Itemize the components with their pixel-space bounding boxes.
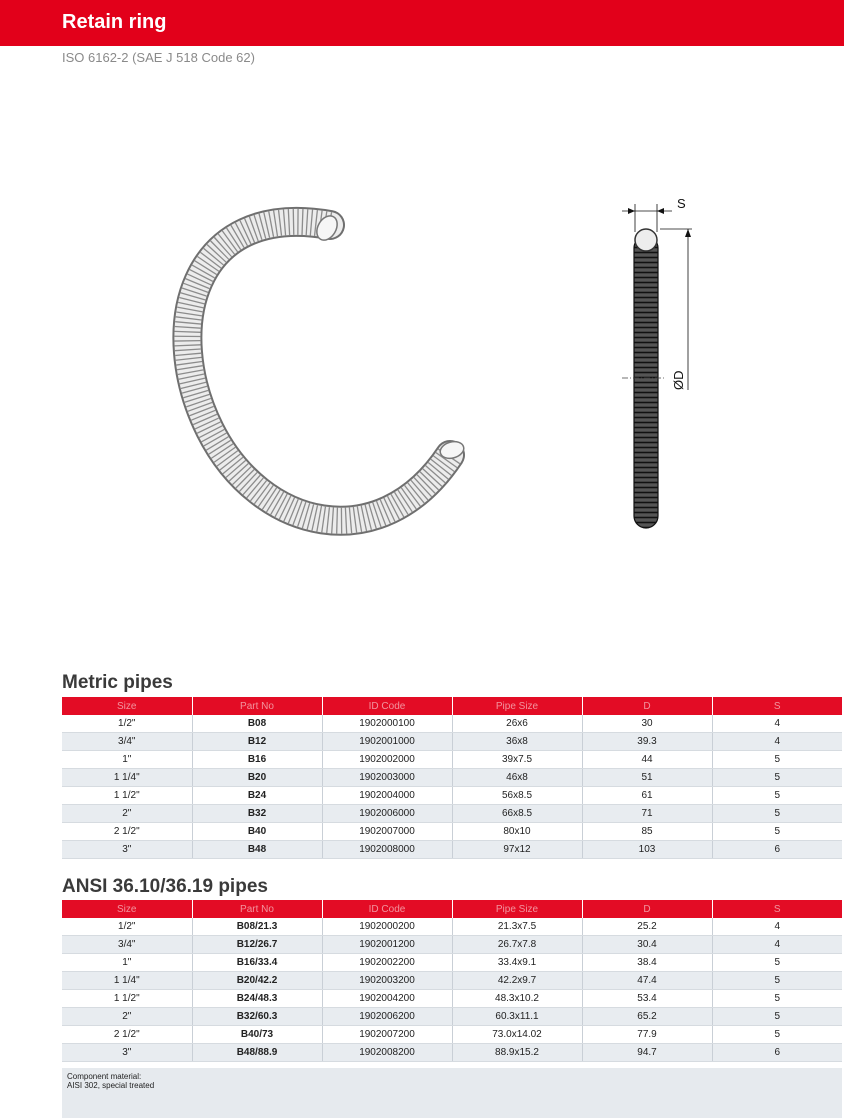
- table-row: [62, 733, 842, 751]
- cell-pipe-size: 21.3x7.5: [452, 918, 582, 936]
- cell-size: 1 1/2": [62, 787, 192, 805]
- cell-pipe-size: 39x7.5: [452, 751, 582, 769]
- cell-part-no: B16/33.4: [192, 954, 322, 972]
- cell-d: 51: [582, 769, 712, 787]
- cell-size: 3": [62, 1044, 192, 1062]
- cell-size: 3/4": [62, 733, 192, 751]
- cell-id-code: 1902008200: [322, 1044, 452, 1062]
- cell-s: 5: [712, 805, 842, 823]
- cell-d: 30: [582, 715, 712, 733]
- ansi-pipes-table: [62, 900, 842, 1062]
- cell-id-code: 1902001200: [322, 936, 452, 954]
- cell-size: 1": [62, 751, 192, 769]
- cell-size: 2 1/2": [62, 823, 192, 841]
- col-size: Size: [62, 697, 192, 715]
- cell-d: 47.4: [582, 972, 712, 990]
- table-row: [62, 805, 842, 823]
- page-title: Retain ring: [62, 11, 167, 33]
- cell-d: 65.2: [582, 1008, 712, 1026]
- cell-part-no: B48: [192, 841, 322, 859]
- cell-size: 2": [62, 805, 192, 823]
- cell-s: 5: [712, 1026, 842, 1044]
- cell-part-no: B32/60.3: [192, 1008, 322, 1026]
- cell-d: 53.4: [582, 990, 712, 1008]
- table-row: [62, 1026, 842, 1044]
- cell-part-no: B24/48.3: [192, 990, 322, 1008]
- cell-id-code: 1902004200: [322, 990, 452, 1008]
- table-header-row: [62, 900, 842, 918]
- cell-pipe-size: 46x8: [452, 769, 582, 787]
- cell-s: 5: [712, 954, 842, 972]
- cell-id-code: 1902003000: [322, 769, 452, 787]
- cell-part-no: B24: [192, 787, 322, 805]
- col-id-code: ID Code: [322, 697, 452, 715]
- cell-d: 94.7: [582, 1044, 712, 1062]
- table-row: [62, 918, 842, 936]
- cell-pipe-size: 36x8: [452, 733, 582, 751]
- cell-s: 5: [712, 1008, 842, 1026]
- col-part-no: Part No: [192, 697, 322, 715]
- cell-id-code: 1902002000: [322, 751, 452, 769]
- cell-size: 2 1/2": [62, 1026, 192, 1044]
- table-row: [62, 715, 842, 733]
- col-s: S: [712, 900, 842, 918]
- cell-d: 71: [582, 805, 712, 823]
- cell-s: 4: [712, 733, 842, 751]
- table-row: [62, 787, 842, 805]
- table-row: [62, 990, 842, 1008]
- cell-size: 1 1/2": [62, 990, 192, 1008]
- cell-pipe-size: 97x12: [452, 841, 582, 859]
- page-subtitle: ISO 6162-2 (SAE J 518 Code 62): [62, 50, 255, 65]
- cell-d: 39.3: [582, 733, 712, 751]
- cell-s: 5: [712, 972, 842, 990]
- cell-part-no: B08/21.3: [192, 918, 322, 936]
- cell-pipe-size: 56x8.5: [452, 787, 582, 805]
- table-row: [62, 954, 842, 972]
- ring-perspective-view: [187, 212, 465, 520]
- cell-s: 5: [712, 823, 842, 841]
- cell-d: 103: [582, 841, 712, 859]
- cell-pipe-size: 26.7x7.8: [452, 936, 582, 954]
- cell-size: 1": [62, 954, 192, 972]
- cell-s: 5: [712, 751, 842, 769]
- cell-id-code: 1902004000: [322, 787, 452, 805]
- cell-id-code: 1902006200: [322, 1008, 452, 1026]
- cell-size: 3": [62, 841, 192, 859]
- table-row: [62, 936, 842, 954]
- cell-d: 77.9: [582, 1026, 712, 1044]
- cell-id-code: 1902003200: [322, 972, 452, 990]
- col-id-code: ID Code: [322, 900, 452, 918]
- cell-part-no: B32: [192, 805, 322, 823]
- cell-size: 1 1/4": [62, 769, 192, 787]
- cell-pipe-size: 80x10: [452, 823, 582, 841]
- cell-part-no: B20/42.2: [192, 972, 322, 990]
- cell-part-no: B08: [192, 715, 322, 733]
- dim-d-label: ØD: [671, 370, 686, 390]
- cell-id-code: 1902000100: [322, 715, 452, 733]
- cell-id-code: 1902000200: [322, 918, 452, 936]
- cell-id-code: 1902001000: [322, 733, 452, 751]
- table-row: [62, 769, 842, 787]
- col-d: D: [582, 900, 712, 918]
- cell-pipe-size: 88.9x15.2: [452, 1044, 582, 1062]
- metric-pipes-table: [62, 697, 842, 859]
- cell-pipe-size: 42.2x9.7: [452, 972, 582, 990]
- cell-part-no: B40: [192, 823, 322, 841]
- table-row: [62, 751, 842, 769]
- col-d: D: [582, 697, 712, 715]
- cell-pipe-size: 26x6: [452, 715, 582, 733]
- cell-s: 6: [712, 1044, 842, 1062]
- cell-s: 4: [712, 936, 842, 954]
- table-row: [62, 972, 842, 990]
- table-row: [62, 1044, 842, 1062]
- cell-size: 2": [62, 1008, 192, 1026]
- cell-size: 3/4": [62, 936, 192, 954]
- cell-size: 1/2": [62, 918, 192, 936]
- cell-pipe-size: 33.4x9.1: [452, 954, 582, 972]
- cell-id-code: 1902008000: [322, 841, 452, 859]
- cell-size: 1/2": [62, 715, 192, 733]
- cell-d: 85: [582, 823, 712, 841]
- cell-id-code: 1902006000: [322, 805, 452, 823]
- cell-pipe-size: 66x8.5: [452, 805, 582, 823]
- cell-part-no: B12/26.7: [192, 936, 322, 954]
- note-value: AISI 302, special treated: [67, 1081, 155, 1090]
- col-part-no: Part No: [192, 900, 322, 918]
- cell-id-code: 1902007000: [322, 823, 452, 841]
- retain-ring-drawing: [0, 70, 844, 670]
- table-row: [62, 841, 842, 859]
- cell-d: 38.4: [582, 954, 712, 972]
- cell-s: 5: [712, 787, 842, 805]
- cell-part-no: B40/73: [192, 1026, 322, 1044]
- cell-pipe-size: 48.3x10.2: [452, 990, 582, 1008]
- table-row: [62, 1008, 842, 1026]
- cell-pipe-size: 60.3x11.1: [452, 1008, 582, 1026]
- cell-part-no: B20: [192, 769, 322, 787]
- cell-d: 30.4: [582, 936, 712, 954]
- col-size: Size: [62, 900, 192, 918]
- col-pipe-size: Pipe Size: [452, 900, 582, 918]
- cell-s: 6: [712, 841, 842, 859]
- cell-s: 4: [712, 918, 842, 936]
- cell-s: 5: [712, 990, 842, 1008]
- cell-s: 5: [712, 769, 842, 787]
- cell-part-no: B16: [192, 751, 322, 769]
- cell-d: 61: [582, 787, 712, 805]
- cell-pipe-size: 73.0x14.02: [452, 1026, 582, 1044]
- ansi-pipes-title: ANSI 36.10/36.19 pipes: [62, 876, 268, 897]
- cell-part-no: B12: [192, 733, 322, 751]
- component-material-note: [62, 1068, 842, 1118]
- cell-d: 25.2: [582, 918, 712, 936]
- cell-part-no: B48/88.9: [192, 1044, 322, 1062]
- cell-id-code: 1902007200: [322, 1026, 452, 1044]
- table-header-row: [62, 697, 842, 715]
- col-s: S: [712, 697, 842, 715]
- col-pipe-size: Pipe Size: [452, 697, 582, 715]
- note-label: Component material:: [67, 1072, 142, 1081]
- cell-d: 44: [582, 751, 712, 769]
- table-row: [62, 823, 842, 841]
- metric-pipes-title: Metric pipes: [62, 672, 173, 693]
- cell-size: 1 1/4": [62, 972, 192, 990]
- cell-s: 4: [712, 715, 842, 733]
- ring-side-view: [622, 204, 692, 528]
- cell-id-code: 1902002200: [322, 954, 452, 972]
- dim-s-label: S: [677, 196, 686, 211]
